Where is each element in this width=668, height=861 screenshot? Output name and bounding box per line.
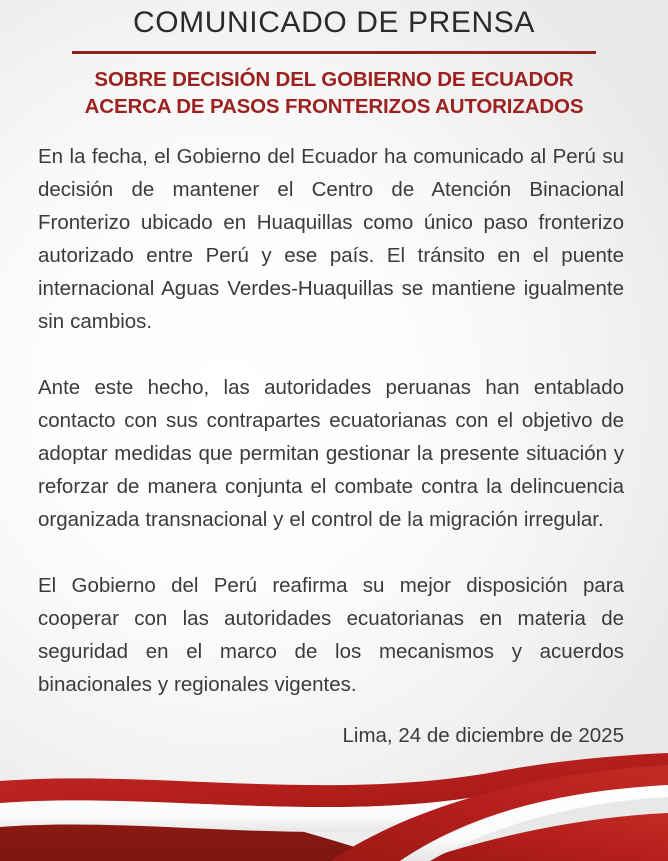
document-header: [0, 0, 668, 120]
paragraph-1: En la fecha, el Gobierno del Ecuador ha comunicado al Perú su decisión de mantener el Centro de Atención Binacional Fronterizo ubicado en Huaquillas como único paso fronterizo autorizado entre Perú y ese país. El tránsito en el puente internacional Aguas Verdes-Huaquillas se mantiene igualmente sin cambios.: [38, 145, 624, 333]
subtitle-line-2: ACERCA DE PASOS FRONTERIZOS AUTORIZADOS: [84, 95, 584, 119]
signoff-date: Lima, 24 de diciembre de 2025: [342, 724, 624, 747]
paragraph-3: El Gobierno del Perú reafirma su mejor disposición para cooperar con las autoridades ecuatorianas en materia de seguridad en el marco de los mecanismos y acuerdos binacionales y regionales vigentes.: [38, 574, 624, 696]
subtitle-line-1: SOBRE DECISIÓN DEL GOBIERNO DE ECUADOR: [94, 68, 574, 91]
document-subtitle: [24, 66, 644, 120]
title-divider-rule: [72, 51, 596, 54]
document-body: [38, 140, 624, 701]
red-white-wave-banner-icon: [0, 751, 668, 861]
page-title: COMUNICADO DE PRENSA: [132, 6, 536, 39]
paragraph-2: Ante este hecho, las autoridades peruanas han entablado contacto con sus contrapartes ecuatorianas con el objetivo de adoptar medidas que permitan gestionar la presente situación y reforzar de manera conjunta el combate contra la delincuencia organizada transnacional y el control de la migración irregular.: [38, 376, 624, 531]
